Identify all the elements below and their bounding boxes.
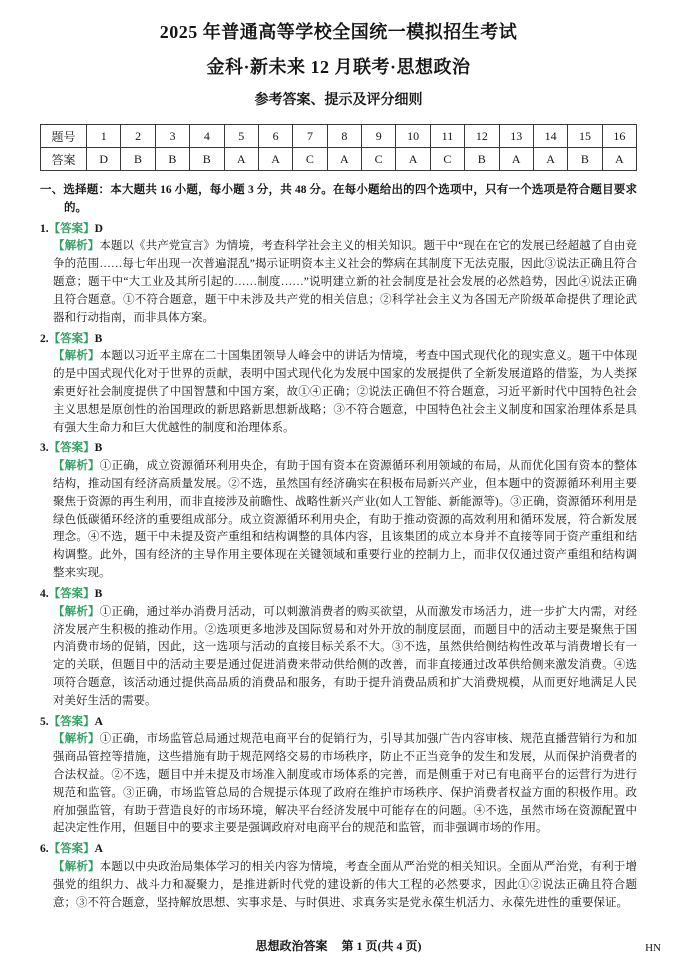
answer-label: 【答案】 xyxy=(48,715,95,728)
answer-cell: A xyxy=(396,148,430,171)
answer-label: 【答案】 xyxy=(48,442,95,455)
analysis-text: ①正确，通过举办消费月活动，可以刺激消费者的购买欲望，从而激发市场活力，进一步扩大内需，对经济发展产生积极的推动作用。②选项更多地涉及国际贸易和对外开放的制度层面，而题目中的活动主要是聚焦于国内消费市场的促销，因此，这一选项与活动的直接目标关系不大。③不选，虽然供给侧结构性改革与消费增长有一定的关联，但题目中的活动主要是通过促进消费来带动供给侧的改善，而非直接通过改革供给侧来激发消费。④选项符合题意，该活动通过提供高品质的消费品和服务，有助于提升消费品质和扩大消费规模，从而更好地满足人民对美好生活的需要。 xyxy=(53,605,637,707)
answer-cell: B xyxy=(190,148,224,171)
answer-item-2 xyxy=(40,331,637,438)
question-number-row xyxy=(41,125,637,148)
answer-value: A xyxy=(94,715,103,728)
answer-line xyxy=(40,714,637,732)
exam-subtitle: 金科·新未来 12 月联考·思想政治 xyxy=(206,57,471,77)
answer-sheet-caption: 参考答案、提示及评分细则 xyxy=(254,93,423,108)
item-number: 3. xyxy=(40,442,49,455)
question-number-cell: 12 xyxy=(465,125,499,148)
question-number-cell: 4 xyxy=(190,125,224,148)
question-number-cell: 3 xyxy=(155,125,189,148)
answer-items xyxy=(40,221,637,913)
question-number-cell: 2 xyxy=(121,125,155,148)
item-number: 2. xyxy=(40,332,49,345)
answer-cell: C xyxy=(362,148,396,171)
answer-item-4 xyxy=(40,586,637,711)
answer-cell: C xyxy=(293,148,327,171)
answer-line xyxy=(40,841,637,859)
question-number-cell: 6 xyxy=(258,125,292,148)
analysis-label: 【解析】 xyxy=(53,460,100,473)
question-number-cell: 16 xyxy=(602,125,636,148)
analysis-paragraph xyxy=(53,458,637,583)
answer-cell: A xyxy=(327,148,361,171)
analysis-label: 【解析】 xyxy=(53,861,100,874)
question-number-cell: 9 xyxy=(362,125,396,148)
answer-value: B xyxy=(94,332,103,345)
answer-label: 【答案】 xyxy=(48,587,95,600)
answer-header: 答案 xyxy=(41,148,87,171)
question-number-cell: 14 xyxy=(533,125,567,148)
answer-item-6 xyxy=(40,841,637,912)
analysis-paragraph xyxy=(53,859,637,912)
item-number: 4. xyxy=(40,587,49,600)
paper-code: HN xyxy=(645,942,661,954)
footer-document-title: 思想政治答案 xyxy=(255,939,328,953)
question-number-cell: 13 xyxy=(499,125,533,148)
answer-table xyxy=(40,124,637,171)
analysis-label: 【解析】 xyxy=(53,605,100,618)
answer-item-3 xyxy=(40,440,637,583)
analysis-text: 本题以中央政治局集体学习的相关内容为情境，考查全面从严治党的相关知识。全面从严治党，有利于增强党的组织力、战斗力和凝聚力，是推进新时代党的建设新的伟大工程的必然要求，因此①②说法正确且符合题意；③不符合题意，坚持解放思想、实事求是、与时俱进、求真务实是党永葆生机活力、永葆先进性的重要保证。 xyxy=(53,861,637,909)
answer-value: B xyxy=(94,442,103,455)
question-number-cell: 8 xyxy=(327,125,361,148)
answer-value: A xyxy=(94,843,103,856)
page-footer xyxy=(0,937,677,954)
answer-cell: A xyxy=(224,148,258,171)
answer-item-5 xyxy=(40,714,637,839)
analysis-text: 本题以习近平主席在二十国集团领导人峰会中的讲话为情境，考查中国式现代化的现实意义。题干中体现的是中国式现代化对于世界的贡献，表明中国式现代化为发展中国家的发展提供了全新发展道路的借鉴，为人类探索更好社会制度提供了中国智慧和中国方案，故①④正确；②说法正确但不符合题意，习近平新时代中国特色社会主义思想是原创性的治国理政的新思路新思想新战略；③不符合题意，中国特色社会主义制度和国家治理体系是具有强大生命力和巨大优越性的制度和治理体系。 xyxy=(53,350,637,434)
item-number: 5. xyxy=(40,715,49,728)
exam-title: 2025 年普通高等学校全国统一模拟招生考试 xyxy=(159,22,518,42)
answer-line xyxy=(40,331,637,349)
question-number-cell: 5 xyxy=(224,125,258,148)
answer-cell: A xyxy=(258,148,292,171)
answer-cell: A xyxy=(533,148,567,171)
item-number: 1. xyxy=(40,222,49,235)
answer-line xyxy=(40,586,637,604)
answer-line xyxy=(40,440,637,458)
answer-row xyxy=(41,148,637,171)
answer-cell: B xyxy=(568,148,602,171)
question-number-header: 题号 xyxy=(41,125,87,148)
analysis-text: ①正确，市场监管总局通过规范电商平台的促销行为，引导其加强广告内容审核、规范直播营销行为和加强商品管控等措施，这些措施有助于规范网络交易的市场秩序，防止不正当竞争的发生和发展，从而保护消费者的合法权益。②不选，题目中并未提及市场准入制度或市场体系的完善，而是侧重于对已有电商平台的运营行为进行规范和监管。③正确，市场监管总局的合规提示体现了政府在维护市场秩序、保护消费者权益方面的积极作用。政府加强监管，有助于营造良好的市场环境，解决平台经济发展中可能存在的问题。④不选，虽然市场在资源配置中起决定性作用，但题目中的要求主要是强调政府对电商平台的规范和监管，而非强调市场的作用。 xyxy=(53,733,637,835)
answer-item-1 xyxy=(40,221,637,328)
answer-cell: A xyxy=(602,148,636,171)
analysis-text: ①正确，成立资源循环利用央企，有助于国有资本在资源循环利用领域的布局，从而优化国有资本的整体结构，推动国有经济高质量发展。②不选，虽然国有经济确实在积极布局新兴产业，但本题中的资源循环利用主要聚焦于资源的再生利用，而非直接涉及前瞻性、战略性新兴产业(如人工智能、新能源等)。③正确，资源循环利用是绿色低碳循环经济的重要组成部分。成立资源循环利用央企，有助于推动资源的高效利用和循环发展，符合新发展理念。④不选，题干中未提及资产重组和结构调整的具体内容，且该集团的成立本身并不直接等同于资产重组和结构调整。此外，国有经济的主导作用主要体现在关键领域和重要行业的控制力上，而非仅仅通过资产重组和结构调整来实现。 xyxy=(53,460,637,580)
question-number-cell: 15 xyxy=(568,125,602,148)
answer-line xyxy=(40,221,637,239)
analysis-label: 【解析】 xyxy=(53,240,100,253)
item-number: 6. xyxy=(40,843,49,856)
analysis-paragraph xyxy=(53,348,637,437)
answer-label: 【答案】 xyxy=(48,222,95,235)
analysis-label: 【解析】 xyxy=(53,733,100,746)
analysis-paragraph xyxy=(53,604,637,711)
question-number-cell: 11 xyxy=(430,125,464,148)
analysis-paragraph xyxy=(53,238,637,327)
answer-cell: B xyxy=(155,148,189,171)
question-number-cell: 10 xyxy=(396,125,430,148)
answer-cell: B xyxy=(465,148,499,171)
question-number-cell: 1 xyxy=(87,125,121,148)
analysis-label: 【解析】 xyxy=(53,350,100,363)
analysis-text: 本题以《共产党宣言》为情境，考查科学社会主义的相关知识。题干中“现在在它的发展已经超越了自由竞争的范围……每七年出现一次普遍混乱”揭示证明资本主义社会的弊病在其制度下无法克服，因此③说法正确且符合题意；题干中“大工业及其所引起的……制度……”说明建立新的社会制度是社会发展的必然趋势，因此④说法正确且符合题意。①不符合题意，题干中未涉及共产党的相关信息；②科学社会主义为各国无产阶级革命提供了理论武器和行动指南，而非具体方案。 xyxy=(53,240,637,324)
question-number-cell: 7 xyxy=(293,125,327,148)
answer-label: 【答案】 xyxy=(48,332,95,345)
answer-cell: D xyxy=(87,148,121,171)
answer-value: B xyxy=(94,587,103,600)
analysis-paragraph xyxy=(53,731,637,838)
section-heading: 一、选择题：本大题共 16 小题，每小题 3 分，共 48 分。在每小题给出的四个选项中，只有一个选项是符合题目要求的。 xyxy=(40,184,637,214)
answer-label: 【答案】 xyxy=(48,843,95,856)
answer-cell: B xyxy=(121,148,155,171)
answer-value: D xyxy=(94,222,103,235)
footer-page-number: 第 1 页(共 4 页) xyxy=(341,939,422,953)
answer-cell: A xyxy=(499,148,533,171)
answer-cell: C xyxy=(430,148,464,171)
